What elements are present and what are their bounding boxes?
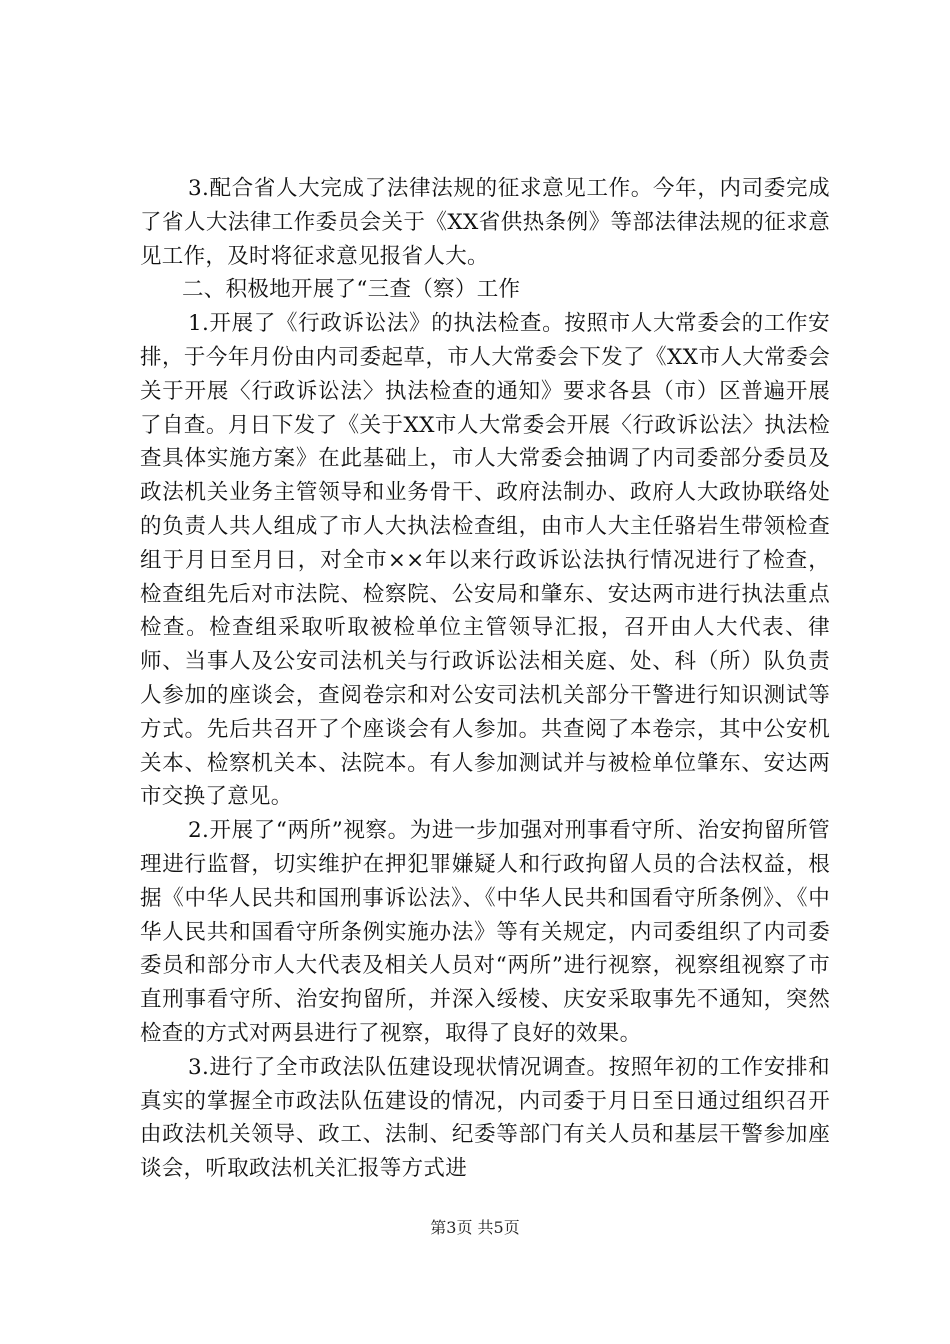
paragraph-consultation-work: 3.配合省人大完成了法律法规的征求意见工作。今年，内司委完成了省人大法律工作委员会关于《XX省供热条例》等部法律法规的征求意见工作，及时将征求意见报省人大。 [140, 176, 830, 269]
paragraph-administrative-litigation-inspection: 1.开展了《行政诉讼法》的执法检查。按照市人大常委会的工作安排，于今年月份由内司委起草，市人大常委会下发了《XX市人大常委会关于开展〈行政诉讼法〉执法检查的通知》要求各县（市）区普遍开展了自查。月日下发了《关于XX市人大常委会开展〈行政诉讼法〉执法检查具体实施方案》在此基础上，市人大常委会抽调了内司委部分委员及政法机关业务主管领导和业务骨干、政府法制办、政府人大政协联络处的负责人共人组成了市人大执法检查组，由市人大主任骆岩生带领检查组于月日至月日，对全市××年以来行政诉讼法执行情况进行了检查，检查组先后对市法院、检察院、公安局和肇东、安达两市进行执法重点检查。检查组采取听取被检单位主管领导汇报，召开由人大代表、律师、当事人及公安司法机关与行政诉讼法相关庭、处、科（所）队负责人参加的座谈会，查阅卷宗和对公安司法机关部分干警进行知识测试等方式。先后共召开了个座谈会有人参加。共查阅了本卷宗，其中公安机关本、检察机关本、法院本。有人参加测试并与被检单位肇东、安达两市交换了意见。 [140, 311, 830, 810]
paragraph-two-facilities-inspection: 2.开展了“两所”视察。为进一步加强对刑事看守所、治安拘留所管理进行监督，切实维护在押犯罪嫌疑人和行政拘留人员的合法权益，根据《中华人民共和国刑事诉讼法》、《中华人民共和国看守所条例》、《中华人民共和国看守所条例实施办法》等有关规定，内司委组织了内司委委员和部分市人大代表及相关人员对“两所”进行视察，视察组视察了市直刑事看守所、治安拘留所，并深入绥棱、庆安采取事先不通知，突然检查的方式对两县进行了视察，取得了良好的效果。 [140, 818, 830, 1046]
section-heading-three-inspections: 二、积极地开展了“三查（察）工作 [182, 277, 521, 303]
paragraph-team-building-survey: 3.进行了全市政法队伍建设现状情况调查。按照年初的工作安排和真实的掌握全市政法队伍建设的情况，内司委于月日至日通过组织召开由政法机关领导、政工、法制、纪委等部门有关人员和基层干警参加座谈会，听取政法机关汇报等方式进 [140, 1054, 830, 1182]
page-number-footer: 第3页 共5页 [430, 1218, 520, 1237]
document-body [140, 172, 830, 1186]
